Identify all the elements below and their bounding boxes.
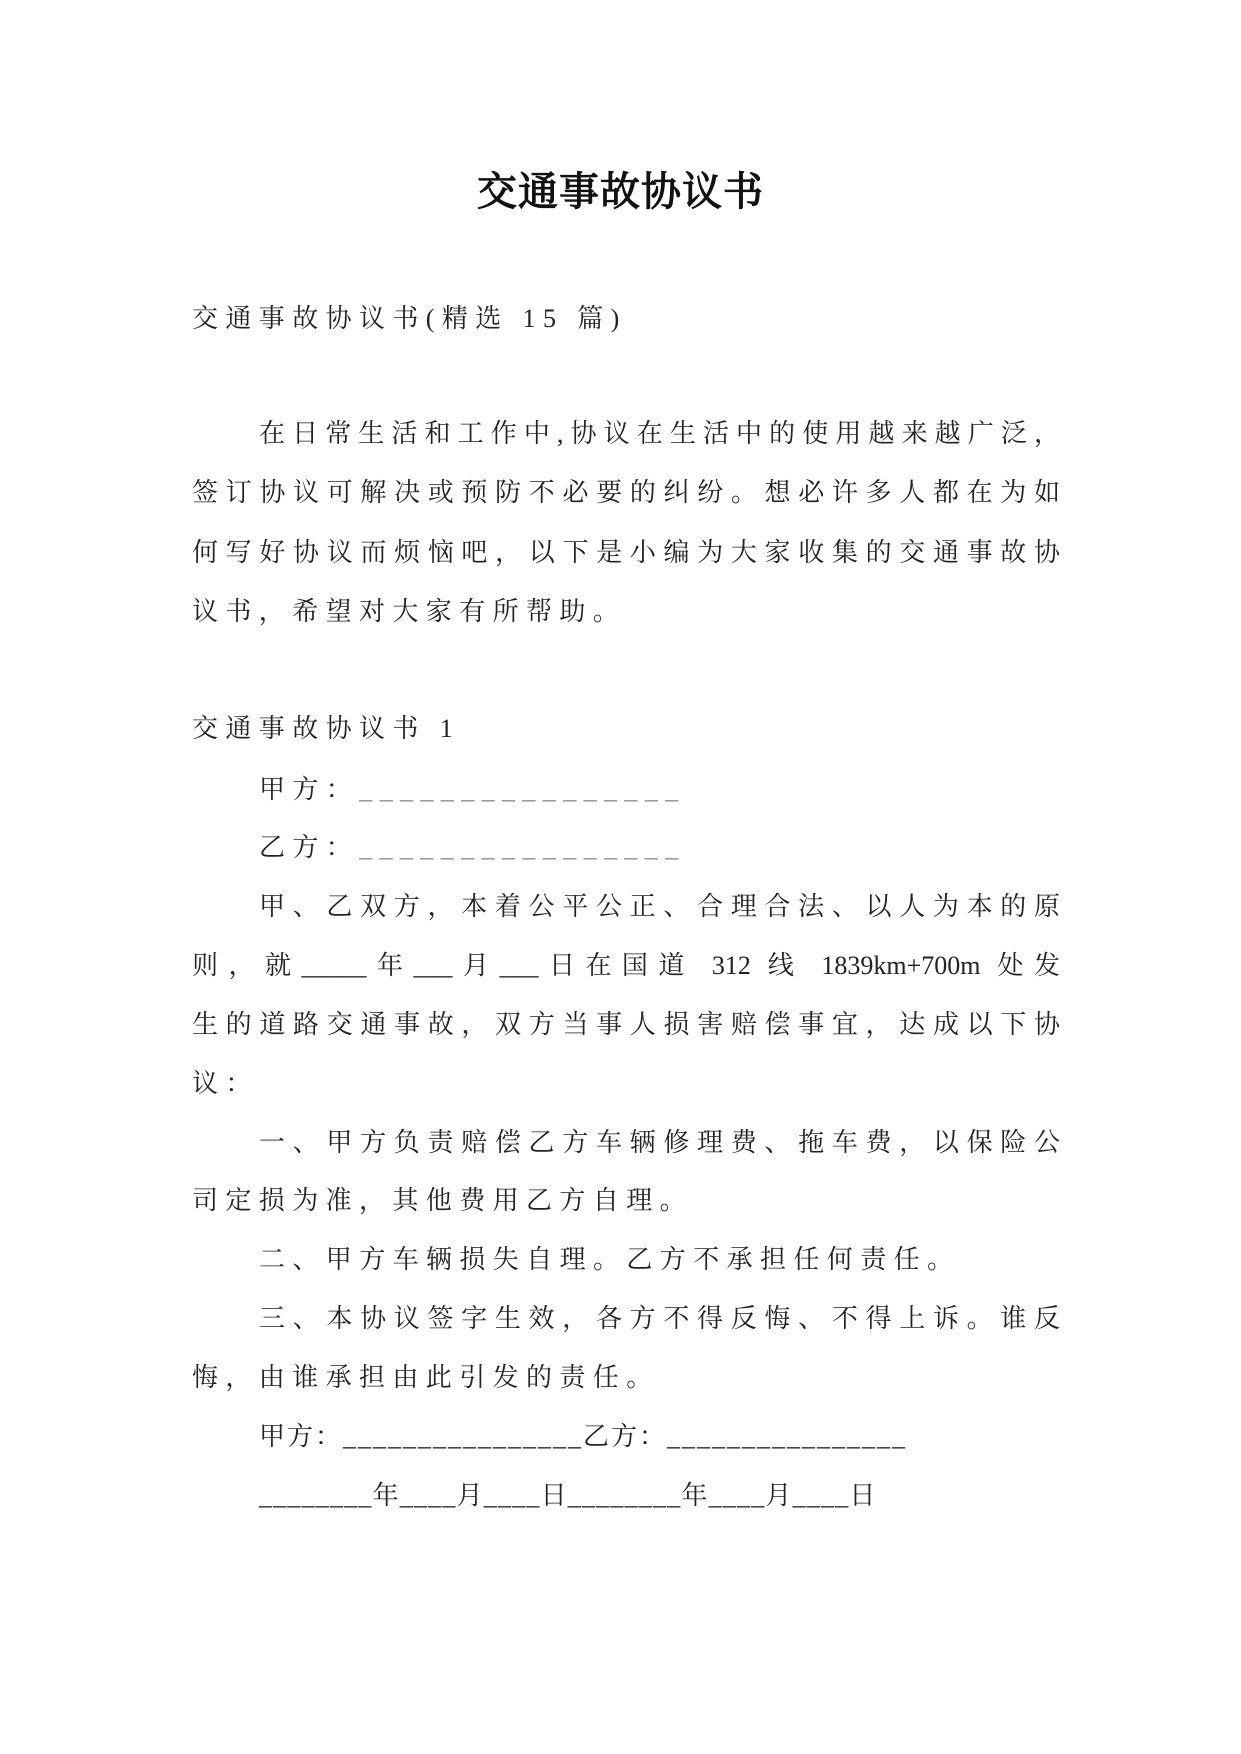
party-a-blank: ________________ bbox=[359, 775, 686, 804]
party-a-field bbox=[259, 773, 1060, 807]
party-a-label: 甲方： bbox=[259, 775, 360, 804]
agreement-line: 议： bbox=[192, 1069, 259, 1098]
party-b-blank: ________________ bbox=[359, 833, 686, 862]
section-heading: 交通事故协议书 1 bbox=[192, 714, 461, 743]
clause-2: 二、甲方车辆损失自理。乙方不承担任何责任。 bbox=[259, 1245, 961, 1274]
intro-line: 签订协议可解决或预防不必要的纠纷。想必许多人都在为如 bbox=[192, 478, 1060, 507]
date-line: ________年____月____日________年____月____日 bbox=[259, 1481, 877, 1510]
intro-line: 议书，希望对大家有所帮助。 bbox=[192, 597, 627, 626]
intro-line: 何写好协议而烦恼吧，以下是小编为大家收集的交通事故协 bbox=[192, 538, 1060, 567]
agreement-line: 生的道路交通事故，双方当事人损害赔偿事宜，达成以下协 bbox=[192, 1010, 1060, 1039]
clause-1-cont: 司定损为准，其他费用乙方自理。 bbox=[192, 1186, 694, 1215]
agreement-line: 则，就_____年___月___日在国道 312 线 1839km+700m 处发 bbox=[192, 951, 1060, 980]
intro-line: 在日常生活和工作中,协议在生活中的使用越来越广泛， bbox=[259, 419, 1060, 448]
document-title: 交通事故协议书 bbox=[477, 169, 764, 215]
agreement-line: 甲、乙双方，本着公平公正、合理合法、以人为本的原 bbox=[259, 892, 1060, 921]
clause-3: 三、本协议签字生效，各方不得反悔、不得上诉。谁反 bbox=[259, 1304, 1060, 1333]
clause-3-cont: 悔，由谁承担由此引发的责任。 bbox=[192, 1363, 660, 1392]
clause-1: 一、甲方负责赔偿乙方车辆修理费、拖车费，以保险公 bbox=[259, 1128, 1060, 1157]
document-subtitle: 交通事故协议书(精选 15 篇) bbox=[192, 304, 627, 333]
party-b-field bbox=[259, 831, 1060, 865]
party-b-label: 乙方： bbox=[259, 833, 360, 862]
signature-line: 甲方：________________乙方：________________ bbox=[259, 1422, 908, 1451]
